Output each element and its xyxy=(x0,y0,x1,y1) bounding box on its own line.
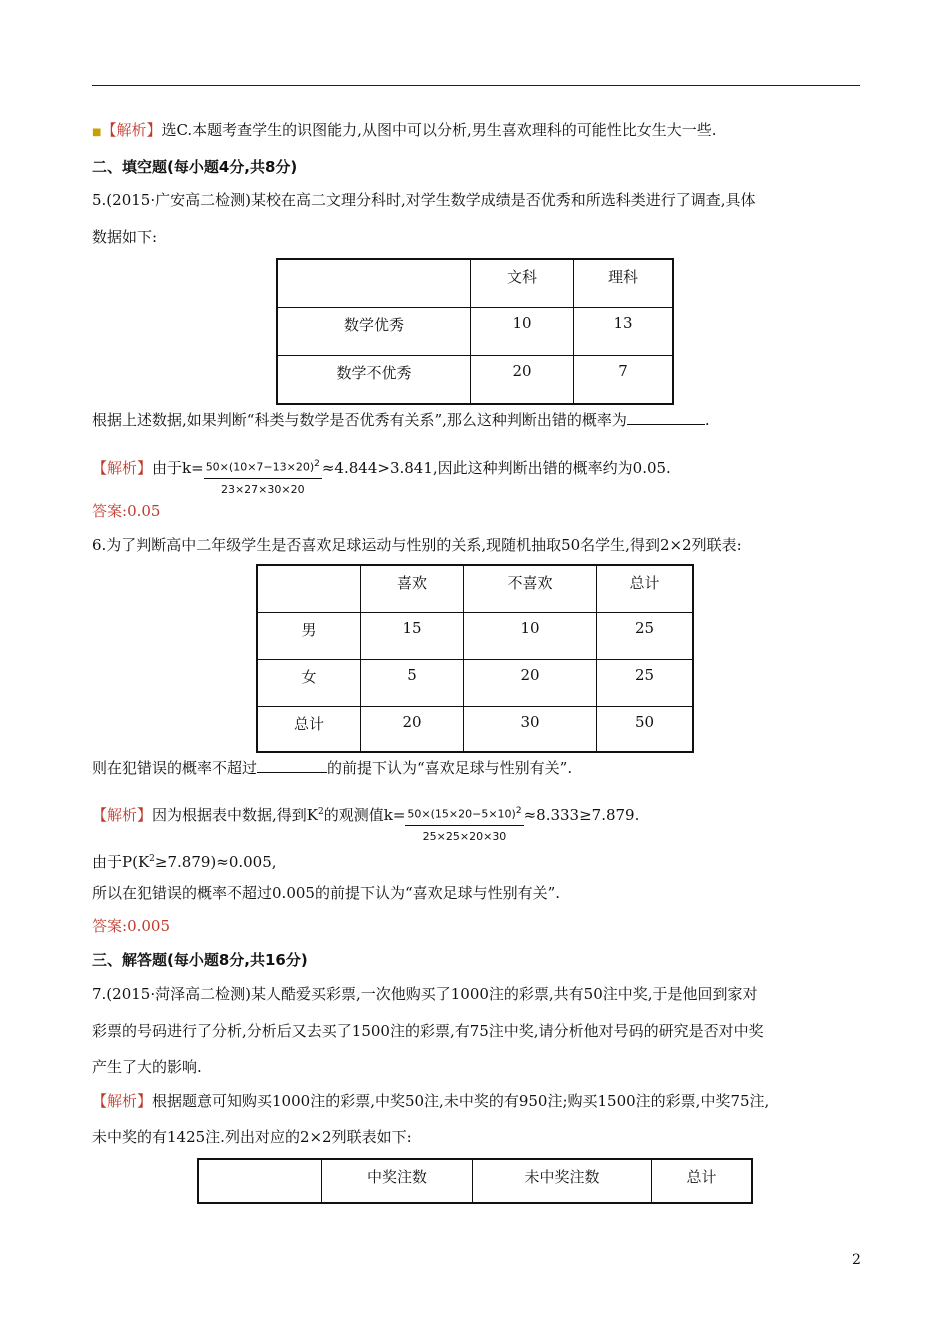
table-cell: 10 xyxy=(464,612,597,659)
q5-question-end: . xyxy=(704,411,710,429)
table-cell xyxy=(198,1159,322,1203)
table-cell: 总计 xyxy=(597,565,694,612)
table-row xyxy=(277,307,673,355)
table-cell: 25 xyxy=(597,659,694,706)
q6-line1: 6.为了判断高中二年级学生是否喜欢足球运动与性别的关系,现随机抽取50名学生,得到2×2列联表: xyxy=(92,536,742,554)
q5-analysis-post: ≈4.844>3.841,因此这种判断出错的概率约为0.05. xyxy=(321,458,671,477)
table-cell: 总计 xyxy=(257,706,361,752)
table-cell: 男 xyxy=(257,612,361,659)
formula-exponent: 2 xyxy=(515,806,522,816)
q6-analysis-mid: 的观测值k= xyxy=(323,805,406,824)
table-row xyxy=(257,659,693,706)
q5-line2: 数据如下: xyxy=(92,228,158,246)
table-row xyxy=(277,259,673,307)
q7-line1: 7.(2015·菏泽高二检测)某人酷爱买彩票,一次他购买了1000注的彩票,共有50注中奖,于是他回到家对 xyxy=(92,985,758,1003)
table-cell: 女 xyxy=(257,659,361,706)
table-cell: 50 xyxy=(597,706,694,752)
table-cell xyxy=(277,259,471,307)
table-cell: 数学优秀 xyxy=(277,307,471,355)
q5-answer-value: 0.05 xyxy=(127,502,161,520)
q6-answer-value: 0.005 xyxy=(127,917,171,935)
table-cell: 总计 xyxy=(652,1159,753,1203)
analysis-tag: 【解析】 xyxy=(101,121,162,139)
table-cell: 未中奖注数 xyxy=(473,1159,652,1203)
q6-question-pre: 则在犯错误的概率不超过 xyxy=(92,759,258,777)
q4-analysis-text: 选C.本题考查学生的识图能力,从图中可以分析,男生喜欢理科的可能性比女生大一些. xyxy=(161,121,717,139)
q4-analysis-line xyxy=(92,120,717,143)
q6-p-pre: 由于P(K xyxy=(92,853,150,871)
q5-line1: 5.(2015·广安高二检测)某校在高二文理分科时,对学生数学成绩是否优秀和所选科类进行了调查,具体 xyxy=(92,191,756,209)
q5-table xyxy=(276,258,674,405)
table-cell: 15 xyxy=(361,612,464,659)
formula-numerator xyxy=(405,801,523,826)
q6-conclusion: 所以在犯错误的概率不超过0.005的前提下认为“喜欢足球与性别有关”. xyxy=(92,884,561,902)
table-cell: 数学不优秀 xyxy=(277,355,471,404)
q6-formula xyxy=(405,801,523,847)
marker-dot: ■ xyxy=(92,127,102,138)
table-cell: 10 xyxy=(471,307,574,355)
q6-answer xyxy=(92,916,170,936)
table-row xyxy=(257,612,693,659)
table-cell: 20 xyxy=(471,355,574,404)
q6-table xyxy=(256,564,694,753)
section3-title: 三、解答题(每小题8分,共16分) xyxy=(92,951,308,969)
formula-numerator-text: 50×(10×7−13×20) xyxy=(205,460,315,474)
table-row xyxy=(198,1159,752,1203)
q5-formula xyxy=(204,454,322,500)
table-cell: 5 xyxy=(361,659,464,706)
q6-question xyxy=(92,758,572,778)
answer-blank xyxy=(627,410,705,425)
formula-denominator: 25×25×20×30 xyxy=(422,829,507,843)
q5-question xyxy=(92,410,710,430)
q5-answer xyxy=(92,501,160,521)
q7-table xyxy=(197,1158,753,1204)
q5-analysis xyxy=(92,446,671,496)
k-exponent: 2 xyxy=(318,806,324,817)
answer-label: 答案: xyxy=(92,502,128,520)
formula-numerator xyxy=(204,454,322,479)
answer-label: 答案: xyxy=(92,917,128,935)
formula-denominator: 23×27×30×20 xyxy=(220,482,305,496)
table-cell: 理科 xyxy=(574,259,674,307)
table-cell xyxy=(257,565,361,612)
table-cell: 25 xyxy=(597,612,694,659)
answer-blank xyxy=(257,758,327,773)
analysis-tag: 【解析】 xyxy=(92,1092,153,1110)
table-cell: 不喜欢 xyxy=(464,565,597,612)
table-cell: 中奖注数 xyxy=(322,1159,473,1203)
q6-p-line xyxy=(92,849,277,872)
table-row xyxy=(277,355,673,404)
table-cell: 7 xyxy=(574,355,674,404)
formula-numerator-text: 50×(15×20−5×10) xyxy=(407,807,516,821)
analysis-tag: 【解析】 xyxy=(92,805,153,824)
q7-analysis1 xyxy=(92,1091,769,1111)
section2-title: 二、填空题(每小题4分,共8分) xyxy=(92,158,298,176)
table-row xyxy=(257,706,693,752)
q6-question-post: 的前提下认为“喜欢足球与性别有关”. xyxy=(327,759,573,777)
table-cell: 13 xyxy=(574,307,674,355)
q7-analysis2: 未中奖的有1425注.列出对应的2×2列联表如下: xyxy=(92,1128,412,1146)
q6-analysis-pre: 因为根据表中数据,得到K xyxy=(152,805,318,824)
k-exponent: 2 xyxy=(149,854,155,864)
table-cell: 20 xyxy=(361,706,464,752)
q6-analysis-post: ≈8.333≥7.879. xyxy=(523,805,640,824)
q7-line3: 产生了大的影响. xyxy=(92,1058,202,1076)
formula-exponent: 2 xyxy=(314,459,320,469)
table-cell: 喜欢 xyxy=(361,565,464,612)
q6-analysis xyxy=(92,793,640,843)
q7-analysis1-text: 根据题意可知购买1000注的彩票,中奖50注,未中奖的有950注;购买1500注的彩票,中奖75注, xyxy=(152,1092,770,1110)
table-cell: 文科 xyxy=(471,259,574,307)
page-number: 2 xyxy=(852,1252,861,1268)
analysis-tag: 【解析】 xyxy=(92,458,153,477)
q6-p-post: ≥7.879)≈0.005, xyxy=(154,853,277,871)
q7-line2: 彩票的号码进行了分析,分析后又去买了1500注的彩票,有75注中奖,请分析他对号码的研究是否对中奖 xyxy=(92,1022,764,1040)
q5-question-text: 根据上述数据,如果判断“科类与数学是否优秀有关系”,那么这种判断出错的概率为 xyxy=(92,411,627,429)
table-cell: 30 xyxy=(464,706,597,752)
q5-analysis-pre: 由于k= xyxy=(152,458,204,477)
table-row xyxy=(257,565,693,612)
table-cell: 20 xyxy=(464,659,597,706)
header-rule xyxy=(92,85,860,86)
